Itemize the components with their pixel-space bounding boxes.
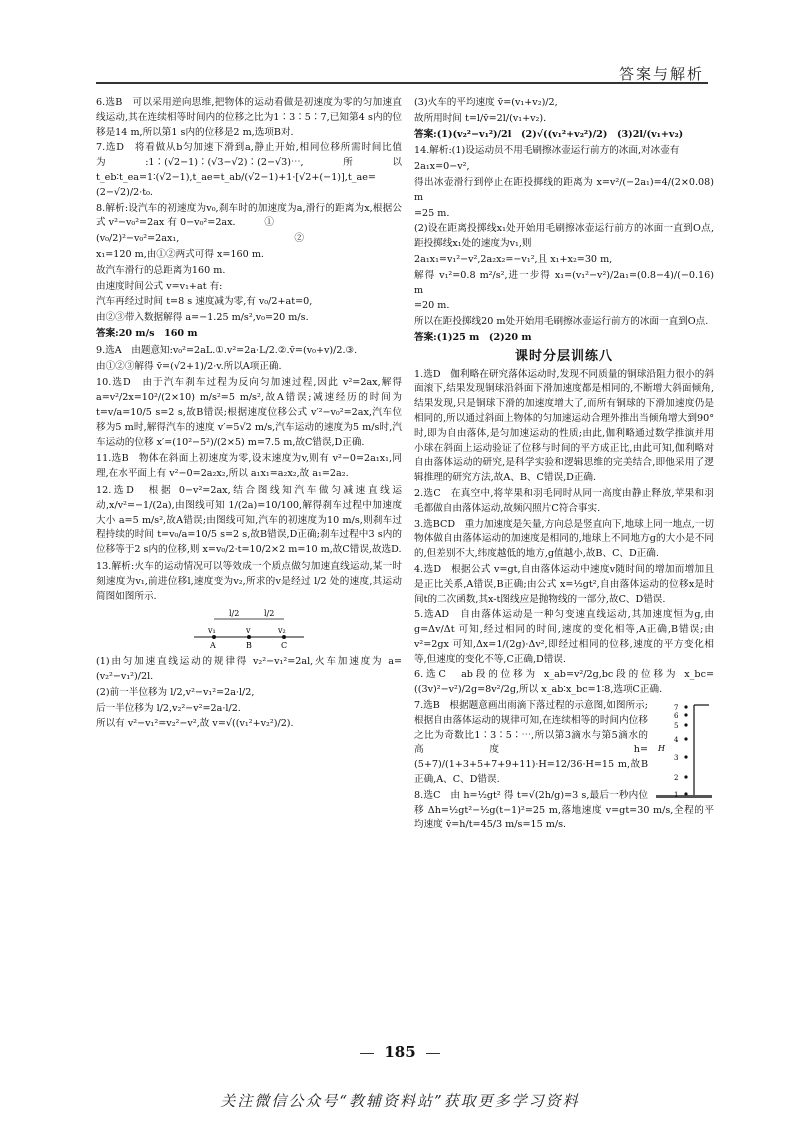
raindrop [684,723,687,726]
paragraph: x₁=120 m,由①②两式可得 x=160 m. [96,248,264,260]
left-paragraphs-cont [96,655,402,732]
paragraph: 10.选D 由于汽车刹车过程为反向匀加速过程,因此 v²=2ax,解得 a=v²/2x=10²/(2×10) m/s²=5 m/s²,故A错误;减速经历的时间为 t=v/a=10/5 s=2 s,故B错误;根据速度位移公式 v′²−v₀²=2ax,汽车位移为5 m时,解得汽车的速度 v′=5√2 m/s,汽车运动的速度为5 m/s时,汽车运动的位移 x′=(10²−5²)/(2×5) m=7.5 m,故C错误,D正确. [96,377,402,448]
paragraph: 答案:20 m/s 160 m [96,327,198,339]
drop-label: 5 [674,722,679,731]
paragraph: =20 m. [414,300,450,312]
paragraph: 4.选D 根据公式 v=gt,自由落体运动中速度v随时间的增加而增加且是正比关系,A错误,B正确;由公式 x=½gt²,自由落体运动的位移x是时间t的二次函数,其x-t图线应是抛物线的一部分,故C、D错误. [414,563,714,605]
paragraph: 所以有 v²−v₁²=v₂²−v²,故 v=√((v₁²+v₂²)/2). [96,718,294,730]
page-number-row [0,1043,800,1061]
paragraph: 14.解析:(1)设运动员不用毛刷擦冰壶运行前方的冰面,对冰壶有 [414,145,680,157]
paragraph: 2a₁x=0−v², [414,161,470,173]
paragraph: =25 m. [414,207,450,219]
section-title: 课时分层训练八 [514,348,613,364]
paragraph: 11.选B 物体在斜面上初速度为零,设末速度为v,则有 v²−0=2a₁x₁,同理,在水平面上有 v²−0=2a₂x₂,所以 a₁x₁=a₂x₂,故 a₁=2a₂. [96,453,402,480]
right-column [414,96,714,834]
raindrop [684,755,687,758]
a-label: A [210,641,216,651]
drop-label: 3 [674,754,679,763]
paragraph: 汽车再经过时间 t=8 s 速度减为零,有 v₀/2+at=0, [96,296,313,308]
paragraph: 解得 v₁²=0.8 m²/s²,进一步得 x₁=(v₁²−v²)/2a₁=(0.8−4)/(−0.16) m [414,269,714,296]
paragraph: (2)前一半位移为 l/2,v²−v₁²=2a·l/2, [96,686,255,698]
paragraph: 故汽车滑行的总距离为160 m. [96,264,226,276]
paragraph: 故所用时间 t=l/v̄=2l/(v₁+v₂). [414,112,547,124]
raindrop [684,775,687,778]
drop-label: 4 [674,736,679,745]
c-label: C [281,641,288,651]
raindrop-diagram [654,699,714,799]
paragraph: (1)由匀加速直线运动的规律得 v₂²−v₁²=2al,火车加速度为 a=(v₂²−v₁²)/2l. [96,656,402,683]
paragraph: (3)火车的平均速度 v̄=(v₁+v₂)/2, [414,97,558,108]
paragraph: 13.解析:火车的运动情况可以等效成一个质点做匀加速直线运动,某一时刻速度为v₁,前进位移l,速度变为v₂,所求的v是经过 l/2 处的速度,其运动简图如图所示. [96,560,402,602]
v1-label: v₁ [208,626,216,636]
raindrop [684,737,687,740]
paragraph: 6.选C ab段的位移为 x_ab=v²/2g,bc段的位移为 x_bc=((3v)²−v²)/2g=8v²/2g,所以 x_ab∶x_bc=1∶8,选项C正确. [414,669,714,696]
paragraph: 由速度时间公式 v=v₁+at 有: [96,280,223,292]
point-a [212,635,216,639]
raindrop [684,713,687,716]
b-label: B [246,641,252,651]
right-exercises [414,368,714,834]
header-title: 答案与解析 [618,65,704,83]
drop-label: 6 [674,712,679,721]
paragraph: 7.选B 根据题意画出雨滴下落过程的示意图,如图所示;根据自由落体运动的规律可知,在连续相等的时间内位移之比为奇数比1∶3∶5∶⋯,所以第3滴水与第5滴水的高度 h=(5+7)/(1+3+5+7+9+11)·H=12/36·H=15 m,故B正确,A、C、D错误. [414,700,648,786]
train-motion-diagram [174,607,324,651]
paragraph: 得出冰壶滑行到停止在距投掷线的距离为 x=v²/(−2a₁)=4/(2×0.08) m [414,176,714,203]
drop-label: 2 [674,774,679,783]
point-b [247,635,251,639]
paragraph: 2.选C 在真空中,将苹果和羽毛同时从同一高度由静止释放,苹果和羽毛都做自由落体运动,故频闪照片C符合事实. [414,487,714,514]
paragraph: 由①②③解得 v̄=(√2+1)/2·v.所以A项正确. [96,360,282,372]
paragraph: 5.选AD 自由落体运动是一种匀变速直线运动,其加速度恒为g,由 g=Δv/Δt 可知,经过相同的时间,速度的变化相等,A正确,B错误;由 v²=2gx 可知,Δx=1/(2g)·Δv²,即经过相同的位移,速度的平方变化相等,但速度的变化不等,C正确,D错误. [414,609,714,665]
header-divider [96,82,708,84]
paragraph: 12.选D 根据 0−v²=2ax,结合图线知汽车做匀减速直线运动,x/v²=−1/(2a),由图线可知 1/(2a)=10/100,解得刹车过程中加速度大小 a=5 m/s²,故A错误;由图线可知,汽车的初速度为10 m/s,则刹车过程持续的时间 t=v₀/a=10/5 s=2 s,故B错误,D正确;刹车过程中3 s内的位移等于2 s内的位移,则 x=v₀/2·t=10/2×2 m=10 m,故C错误,故选D. [96,484,402,556]
half-label-2: l/2 [264,609,275,619]
drop-label: 7 [674,704,679,713]
paragraph: 所以在距投掷线20 m处开始用毛刷擦冰壶运行前方的冰面一直到O点. [414,316,709,328]
v-label: v [246,626,251,636]
left-paragraphs [96,96,402,604]
paragraph: 8.解析:设汽车的初速度为v₀,刹车时的加速度为a,滑行的距离为x,根据公式 v²−v₀²=2ax 有 0−v₀²=2ax. ① [96,202,402,229]
point-c [282,635,286,639]
paragraph: (2)设在距离投掷线x₁处开始用毛刷擦冰壶运行前方的冰面一直到O点,距投掷线x₁处的速度为v₁,则 [414,223,714,250]
paragraph: 3.选BCD 重力加速度是矢量,方向总是竖直向下,地球上同一地点,一切物体做自由落体运动的加速度是相同的,地球上不同地方g的大小是不同的,但差别不大,纬度越低的地方,g值越小,故B、C、D正确. [414,518,714,560]
raindrop [684,705,687,708]
paragraph: 答案:(1)(v₂²−v₁²)/2l (2)√((v₁²+v₂²)/2) (3)2l/(v₁+v₂) [414,128,684,140]
half-label-1: l/2 [229,609,240,619]
paragraph: (v₀/2)²−v₀²=2ax₁, ② [96,233,304,245]
height-axis-label: H [658,744,665,754]
paragraph: 9.选A 由题意知:v₀²=2aL.①.v²=2a·L/2.②.v̄=(v₀+v)/2.③. [96,344,358,356]
paragraph: 6.选B 可以采用逆向思维,把物体的运动看做是初速度为零的匀加速直线运动,其在连续相等时间内的位移之比为1∶3∶5∶7,已知第4 s内的位移是14 m,所以第1 s内的位移是2 m,选项B对. [96,97,402,138]
paragraph: 8.选C 由 h=½gt² 得 t=√(2h/g)=3 s,最后一秒内位移 Δh=½gt²−½g(t−1)²=25 m,落地速度 v=gt=30 m/s,全程的平均速度 v̄=h/t=45/3 m/s=15 m/s. [414,789,714,831]
v2-label: v₂ [278,626,286,636]
drop-label: 1 [674,791,679,800]
paragraph: 1.选D 伽利略在研究落体运动时,发现不同质量的铜球沿阻力很小的斜面滚下,结果发现铜球沿斜面下滑加速度都是相同的,不断增大斜面倾角,结果发现,只是铜球下滑的加速度增大了,而所有铜球的下滑加速度仍是相同的,所以通过斜面上物体的匀加速运动合理外推出当倾角增大到90°时,即为自由落体,是匀加速运动的性质;由此,伽利略通过数学推演并用小球在斜面上运动验证了位移与时间的平方成正比,由此可知,伽利略对自由落体运动的研究,是科学实验和逻辑思维的完美结合,即他采用了逻辑推理的研究方法,故A、B、C错误,D正确. [414,368,714,484]
ground [656,795,712,798]
page-number: 185 [384,1043,416,1061]
paragraph: 后一半位移为 l/2,v₂²−v²=2a·l/2. [96,702,241,714]
paragraph: 7.选D 将看做从b匀加速下滑到a,静止开始,相同位移所需时间比值为:1∶(√2−1)∶(√3−√2)∶(2−√3)⋯,所以 t_eb∶t_ea=1∶(√2−1),t_ae=t_ab/(√2−1)+1·[√2+(−1)],t_ae=(2−√2)/2·t₀. [96,142,402,198]
paragraph: 2a₁x₁=v₁²−v²,2a₂x₂=−v₁²,且 x₁+x₂=30 m, [414,253,613,265]
paragraph: 答案:(1)25 m (2)20 m [414,331,532,343]
raindrop [684,792,687,795]
left-column [96,96,402,733]
paragraph: 由②③带入数据解得 a=−1.25 m/s²,v₀=20 m/s. [96,312,309,324]
footer-note: 关注微信公众号“教辅资料站”获取更多学习资料 [220,1092,580,1110]
right-paragraphs [414,96,714,346]
